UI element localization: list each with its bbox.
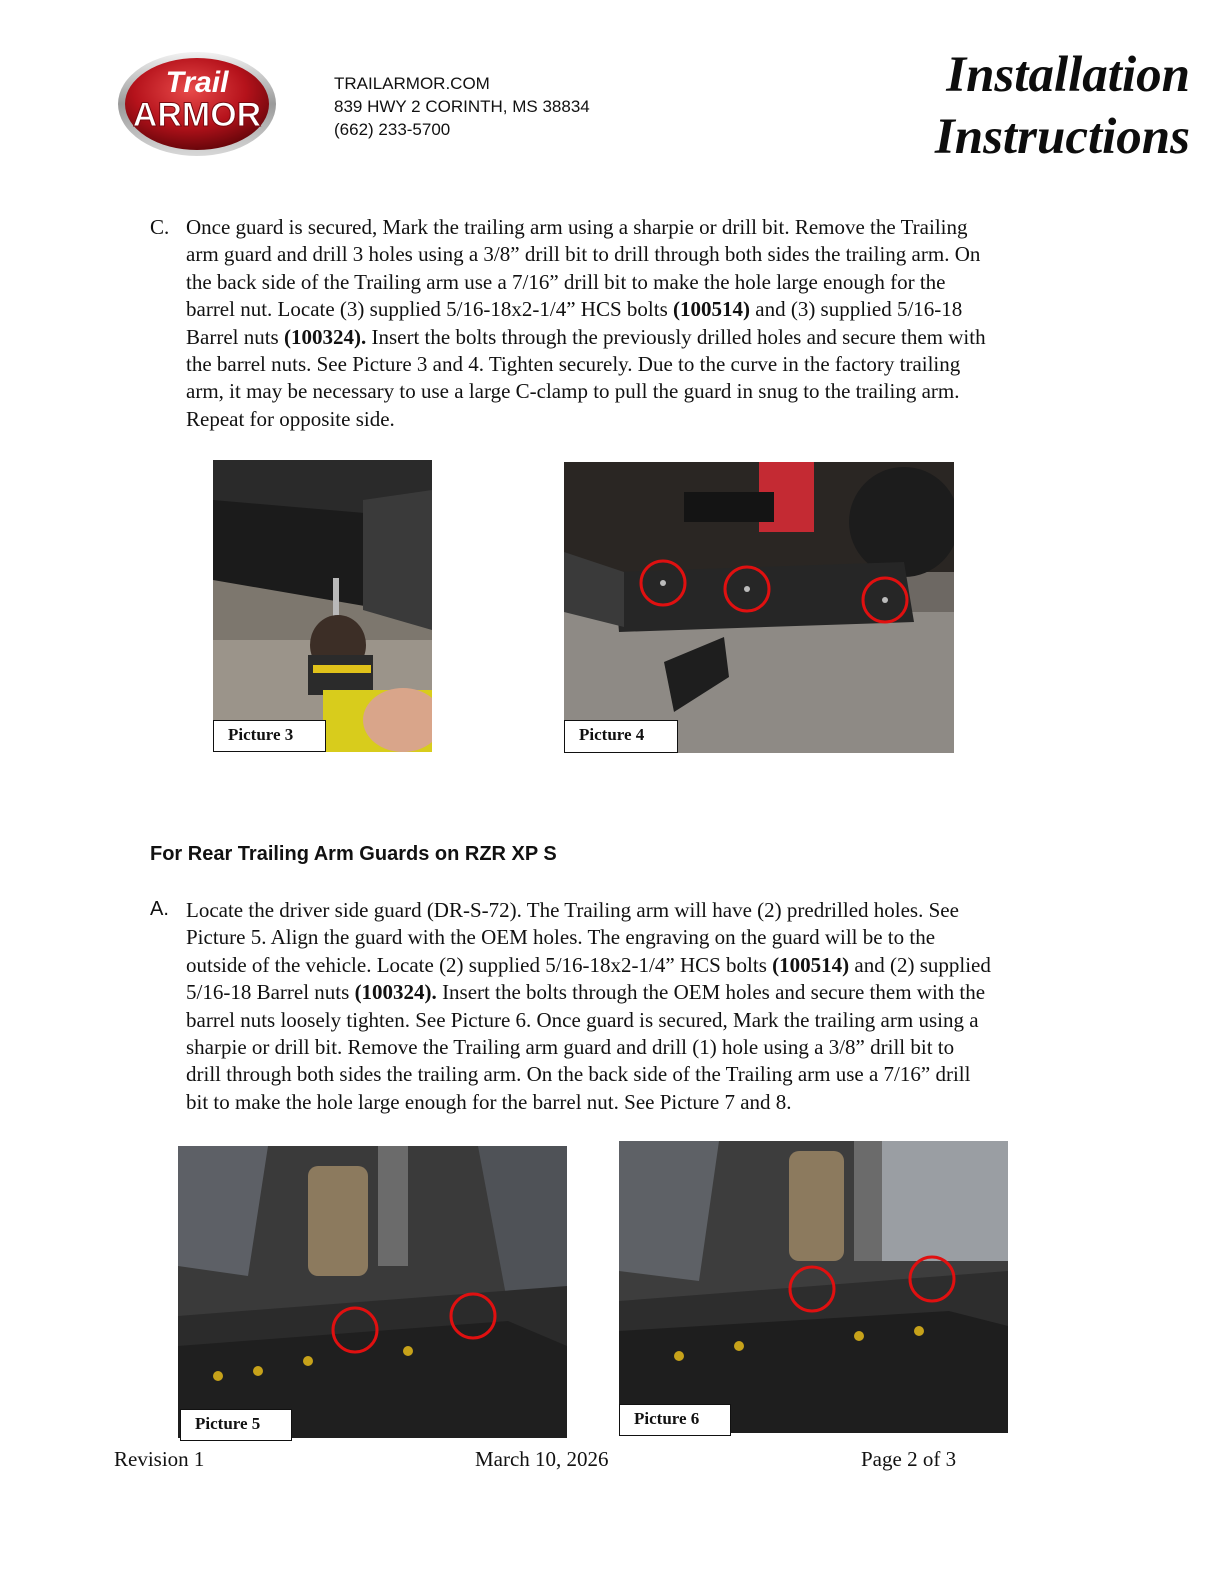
step-a-text <box>186 897 1126 1116</box>
step-c-line: the barrel nuts. See Picture 3 and 4. Tighten securely. Due to the curve in the factory trailing <box>186 352 961 377</box>
website: TRAILARMOR.COM <box>334 74 490 93</box>
logo-text-bottom: ARMOR <box>132 96 262 134</box>
logo-text-top: Trail <box>165 66 229 99</box>
step-c-text <box>186 214 1126 433</box>
step-c-line: Once guard is secured, Mark the trailing arm using a sharpie or drill bit. Remove the Trailing <box>186 215 968 239</box>
section-heading: For Rear Trailing Arm Guards on RZR XP S <box>150 843 557 865</box>
step-c-line: Barrel nuts (100324). Insert the bolts through the previously drilled holes and secure them with <box>186 324 986 349</box>
step-a-line: drill through both sides the trailing arm. On the back side of the Trailing arm use a 7/16” drill <box>186 1062 971 1087</box>
step-c-line: arm guard and drill 3 holes using a 3/8” drill bit to drill through both sides the trailing arm. On <box>186 242 981 267</box>
step-a-line: Locate the driver side guard (DR-S-72). The Trailing arm will have (2) predrilled holes. See <box>186 898 959 922</box>
step-c-line: the back side of the Trailing arm use a 7/16” drill bit to make the hole large enough for the <box>186 269 946 294</box>
picture-6-photo <box>619 1141 1008 1433</box>
step-a-line: 5/16-18 Barrel nuts (100324). Insert the bolts through the OEM holes and secure them with the <box>186 980 986 1005</box>
step-a-line: bit to make the hole large enough for the barrel nut. See Picture 7 and 8. <box>186 1089 792 1114</box>
footer-revision: Revision 1 <box>114 1447 205 1471</box>
part-number: (100324). <box>354 980 437 1005</box>
part-number: (100324). <box>283 324 367 349</box>
part-number: (100514) <box>673 297 750 322</box>
picture-5-photo <box>178 1146 567 1438</box>
picture-4-photo <box>564 462 954 753</box>
step-c-line: arm, it may be necessary to use a large C-clamp to pull the guard in snug to the trailing arm. <box>186 379 960 404</box>
picture-3-caption: Picture 3 <box>213 720 326 752</box>
step-c-letter: C. <box>150 215 170 239</box>
picture-5-caption: Picture 5 <box>180 1409 292 1441</box>
footer-date: March 10, 2026 <box>475 1447 609 1471</box>
page-title: Installation Instructions <box>934 47 1190 165</box>
address: 839 HWY 2 CORINTH, MS 38834 <box>334 97 590 116</box>
step-c-line: Repeat for opposite side. <box>186 406 395 431</box>
phone: (662) 233-5700 <box>334 120 451 139</box>
picture-3-photo <box>213 460 432 752</box>
part-number: (100514) <box>772 952 850 977</box>
step-a-line: Picture 5. Align the guard with the OEM holes. The engraving on the guard will be to the <box>186 925 936 950</box>
picture-4-caption: Picture 4 <box>564 720 678 753</box>
step-c-line: barrel nut. Locate (3) supplied 5/16-18x2-1/4” HCS bolts (100514) and (3) supplied 5/16-18 <box>186 297 963 322</box>
trail-armor-logo <box>116 50 278 158</box>
step-a-line: outside of the vehicle. Locate (2) supplied 5/16-18x2-1/4” HCS bolts (100514) and (2) supplied <box>186 952 991 977</box>
picture-6-caption: Picture 6 <box>619 1404 731 1436</box>
footer-page-number: Page 2 of 3 <box>861 1447 957 1471</box>
step-a-line: sharpie or drill bit. Remove the Trailing arm guard and drill (1) hole using a 3/8” drill bit to <box>186 1035 955 1060</box>
contact-block <box>334 72 590 141</box>
step-a-letter: A. <box>150 898 169 920</box>
step-a-line: barrel nuts loosely tighten. See Picture 6. Once guard is secured, Mark the trailing arm using a <box>186 1007 979 1032</box>
